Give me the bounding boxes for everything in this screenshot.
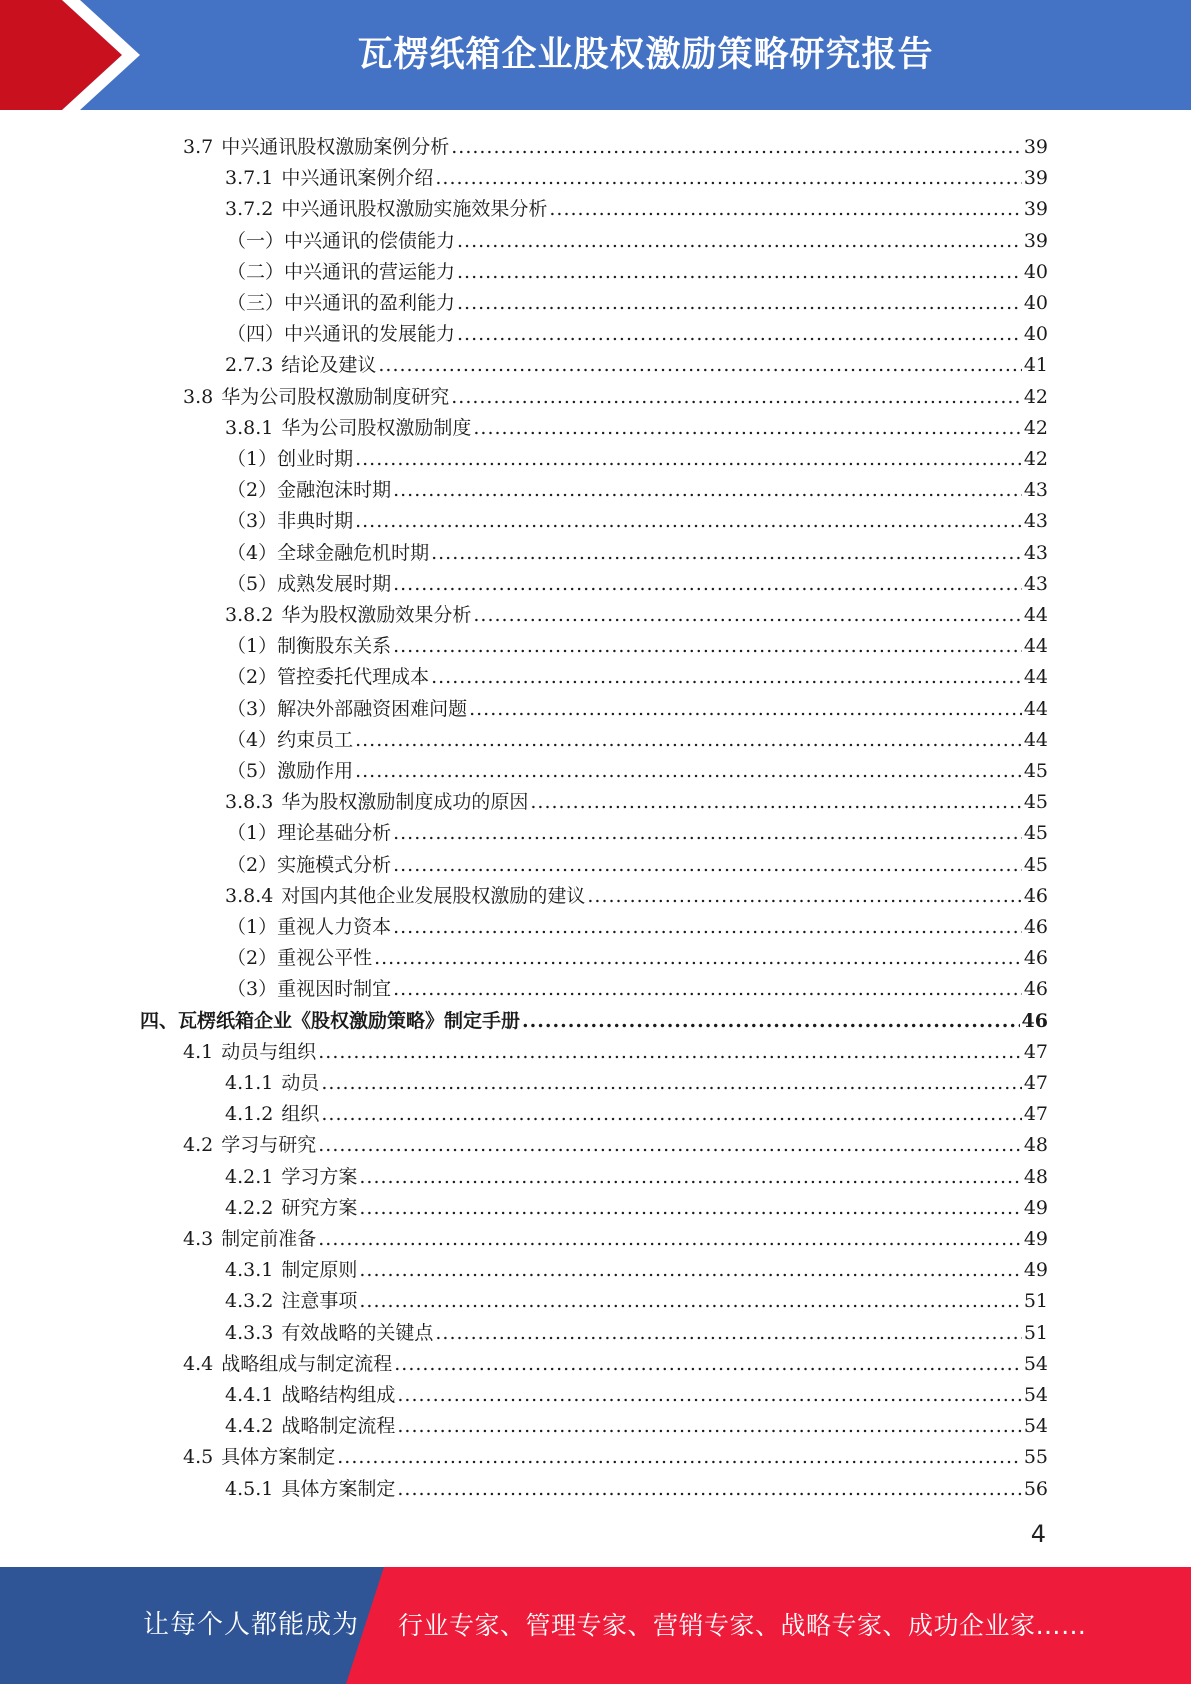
toc-entry-page: 47 xyxy=(1023,1103,1048,1126)
toc-entry-number: 4.3.2 xyxy=(225,1290,274,1313)
toc-entry-page: 54 xyxy=(1023,1384,1048,1406)
page-header xyxy=(0,0,1191,110)
toc-entry-number: 2.7.3 xyxy=(225,354,274,377)
toc-dot-leader xyxy=(359,1196,1021,1220)
toc-dot-leader xyxy=(530,790,1021,814)
toc-dot-leader xyxy=(321,1102,1021,1126)
toc-entry-title: 学习与研究 xyxy=(221,1134,317,1157)
toc-dot-leader xyxy=(431,541,1022,565)
toc-dot-leader xyxy=(393,915,1022,939)
toc-entry-page: 45 xyxy=(1023,853,1048,876)
toc-entry-title: 组织 xyxy=(281,1103,320,1126)
toc-dot-leader xyxy=(393,853,1022,877)
toc-entry[interactable] xyxy=(227,721,1048,752)
toc-entry-title: 战略组成与制定流程 xyxy=(221,1352,393,1375)
toc-dot-leader xyxy=(355,728,1022,752)
toc-dot-leader xyxy=(321,1071,1021,1095)
toc-entry-title: 中兴通讯股权激励案例分析 xyxy=(221,136,450,158)
toc-entry-number: 4.3.3 xyxy=(225,1321,274,1344)
toc-dot-leader xyxy=(337,1445,1022,1469)
toc-entry[interactable] xyxy=(225,596,1048,627)
toc-entry-page: 45 xyxy=(1023,760,1048,782)
toc-entry-number: 3.8.4 xyxy=(225,884,274,907)
toc-entry[interactable] xyxy=(227,502,1048,533)
toc-entry-page: 56 xyxy=(1023,1477,1048,1500)
toc-dot-leader xyxy=(451,135,1022,159)
toc-entry[interactable] xyxy=(225,1251,1048,1282)
toc-dot-leader xyxy=(587,884,1021,908)
toc-entry-title: （1）制衡股东关系 xyxy=(227,635,392,658)
toc-entry[interactable] xyxy=(225,190,1048,221)
toc-entry-page: 54 xyxy=(1023,1415,1048,1438)
toc-entry[interactable] xyxy=(227,222,1048,253)
toc-entry-page: 43 xyxy=(1023,479,1048,502)
page-title: 瓦楞纸箱企业股权激励策略研究报告 xyxy=(357,35,934,75)
toc-entry[interactable] xyxy=(225,1282,1048,1313)
toc-dot-leader xyxy=(318,1133,1022,1157)
toc-entry-title: 具体方案制定 xyxy=(221,1446,336,1469)
toc-entry-title: 战略结构组成 xyxy=(281,1384,396,1406)
toc-dot-leader xyxy=(397,1477,1021,1501)
toc-entry-page: 43 xyxy=(1023,541,1048,564)
toc-entry-number: 4.5.1 xyxy=(225,1477,274,1500)
toc-entry[interactable] xyxy=(183,1033,1048,1064)
toc-entry-number: 4.3.1 xyxy=(225,1259,274,1282)
toc-entry[interactable] xyxy=(227,690,1048,721)
toc-dot-leader xyxy=(473,603,1021,627)
toc-entry-title: 动员 xyxy=(281,1072,320,1094)
toc-entry-page: 40 xyxy=(1023,292,1048,314)
toc-entry[interactable] xyxy=(225,159,1048,190)
toc-entry-page: 54 xyxy=(1023,1352,1048,1375)
toc-entry[interactable] xyxy=(227,565,1048,596)
toc-entry[interactable] xyxy=(227,658,1048,689)
toc-entry[interactable] xyxy=(227,939,1048,970)
toc-dot-leader xyxy=(451,385,1022,409)
toc-entry-page: 46 xyxy=(1023,916,1048,938)
toc-entry-number: 3.8.1 xyxy=(225,416,274,439)
toc-entry[interactable] xyxy=(227,814,1048,845)
toc-entry-page: 45 xyxy=(1023,822,1048,845)
toc-entry-page: 42 xyxy=(1023,448,1048,470)
toc-entry[interactable] xyxy=(140,1002,1048,1033)
toc-entry[interactable] xyxy=(227,284,1048,315)
toc-entry-page: 47 xyxy=(1023,1072,1048,1094)
toc-entry[interactable] xyxy=(225,1314,1048,1345)
toc-entry-title: （2）金融泡沫时期 xyxy=(227,479,392,502)
toc-entry-title: 华为股权激励制度成功的原因 xyxy=(281,791,529,814)
toc-entry[interactable] xyxy=(225,1376,1048,1407)
toc-entry-title: （5）激励作用 xyxy=(227,760,354,782)
page-number: 4 xyxy=(1030,1520,1046,1548)
toc-dot-leader xyxy=(355,759,1022,783)
toc-entry[interactable] xyxy=(227,253,1048,284)
toc-entry-title: 中兴通讯股权激励实施效果分析 xyxy=(281,198,548,221)
toc-entry-page: 46 xyxy=(1023,884,1048,907)
toc-entry-page: 51 xyxy=(1023,1321,1048,1344)
toc-dot-leader xyxy=(431,665,1022,689)
toc-entry[interactable] xyxy=(227,908,1048,939)
toc-entry-title: （4）约束员工 xyxy=(227,728,354,751)
toc-dot-leader xyxy=(522,1009,1020,1033)
toc-entry-title: （3）重视因时制宜 xyxy=(227,978,392,1001)
toc-entry-title: 华为公司股权激励制度研究 xyxy=(221,385,450,408)
toc-entry-title: （3）非典时期 xyxy=(227,510,354,533)
toc-entry-title: （2）实施模式分析 xyxy=(227,853,392,876)
toc-entry-title: 中兴通讯案例介绍 xyxy=(281,167,434,190)
toc-entry-title: （1）理论基础分析 xyxy=(227,822,392,845)
toc-entry-page: 39 xyxy=(1023,136,1048,158)
toc-entry-page: 41 xyxy=(1023,354,1048,377)
toc-dot-leader xyxy=(393,478,1022,502)
toc-dot-leader xyxy=(359,1165,1021,1189)
toc-entry-page: 44 xyxy=(1023,666,1048,689)
toc-entry-page: 49 xyxy=(1023,1259,1048,1282)
toc-entry-title: （二）中兴通讯的营运能力 xyxy=(227,260,456,283)
toc-entry-number: 4.4.2 xyxy=(225,1415,274,1438)
toc-entry-page: 44 xyxy=(1023,728,1048,751)
toc-entry-title: 学习方案 xyxy=(281,1165,358,1188)
toc-entry-number: 3.8.3 xyxy=(225,791,274,814)
toc-entry-title: （3）解决外部融资困难问题 xyxy=(227,697,468,720)
toc-entry-page: 43 xyxy=(1023,510,1048,533)
toc-dot-leader xyxy=(394,1352,1022,1376)
toc-entry-page: 39 xyxy=(1023,229,1048,252)
toc-entry-page: 43 xyxy=(1023,572,1048,595)
toc-dot-leader xyxy=(435,166,1021,190)
toc-dot-leader xyxy=(457,229,1022,253)
toc-entry[interactable] xyxy=(227,440,1048,471)
toc-dot-leader xyxy=(393,821,1022,845)
toc-entry-number: 4.1.1 xyxy=(225,1072,274,1094)
toc-entry-title: （5）成熟发展时期 xyxy=(227,572,392,595)
toc-entry-title: （一）中兴通讯的偿债能力 xyxy=(227,229,456,252)
toc-entry-number: 3.7.1 xyxy=(225,167,274,190)
toc-entry-number: 3.8.2 xyxy=(225,604,274,626)
toc-entry[interactable] xyxy=(225,1158,1048,1189)
toc-entry-title: （2）管控委托代理成本 xyxy=(227,666,430,689)
toc-dot-leader xyxy=(318,1227,1022,1251)
chevron-arrow-icon xyxy=(0,0,160,110)
toc-entry[interactable] xyxy=(183,1126,1048,1157)
toc-entry-title: （2）重视公平性 xyxy=(227,947,373,970)
toc-entry-page: 46 xyxy=(1023,947,1048,970)
toc-entry[interactable] xyxy=(227,534,1048,565)
toc-dot-leader xyxy=(374,946,1022,970)
toc-entry-number: 4.1.2 xyxy=(225,1103,274,1126)
toc-entry-number: 4.2 xyxy=(183,1134,214,1157)
toc-entry-title: 动员与组织 xyxy=(221,1040,317,1063)
toc-entry-page: 51 xyxy=(1023,1290,1048,1313)
toc-dot-leader xyxy=(355,509,1022,533)
toc-entry-number: 3.8 xyxy=(183,385,214,408)
toc-entry-title: 战略制定流程 xyxy=(281,1415,396,1438)
toc-dot-leader xyxy=(469,697,1022,721)
toc-entry-title: （4）全球金融危机时期 xyxy=(227,541,430,564)
toc-entry-number: 4.1 xyxy=(183,1040,214,1063)
toc-entry-number: 4.4.1 xyxy=(225,1384,274,1406)
toc-entry-title: 制定前准备 xyxy=(221,1228,317,1250)
toc-entry-number: 4.4 xyxy=(183,1352,214,1375)
toc-dot-leader xyxy=(457,260,1022,284)
toc-entry-page: 42 xyxy=(1023,416,1048,439)
toc-entry-title: 对国内其他企业发展股权激励的建议 xyxy=(281,884,586,907)
toc-dot-leader xyxy=(393,634,1022,658)
toc-entry-page: 49 xyxy=(1023,1228,1048,1250)
toc-entry[interactable] xyxy=(225,346,1048,377)
toc-entry-number: 4.2.2 xyxy=(225,1196,274,1219)
toc-entry-number: 4.3 xyxy=(183,1228,214,1250)
toc-entry[interactable] xyxy=(183,378,1048,409)
toc-entry-page: 39 xyxy=(1023,198,1048,221)
page-footer xyxy=(0,1567,1191,1684)
toc-entry-page: 40 xyxy=(1023,323,1048,346)
toc-entry-page: 39 xyxy=(1023,167,1048,190)
toc-entry[interactable] xyxy=(225,1064,1048,1095)
toc-entry-page: 44 xyxy=(1023,635,1048,658)
toc-entry-title: （1）重视人力资本 xyxy=(227,916,392,938)
toc-dot-leader xyxy=(549,197,1021,221)
toc-entry-title: 华为股权激励效果分析 xyxy=(281,604,472,626)
toc-entry-page: 40 xyxy=(1023,260,1048,283)
toc-entry-title: 华为公司股权激励制度 xyxy=(281,416,472,439)
toc-dot-leader xyxy=(435,1321,1021,1345)
toc-entry-page: 48 xyxy=(1023,1165,1048,1188)
toc-entry[interactable] xyxy=(227,752,1048,783)
toc-entry-page: 47 xyxy=(1023,1040,1048,1063)
toc-entry[interactable] xyxy=(225,1407,1048,1438)
toc-entry[interactable] xyxy=(227,970,1048,1001)
toc-entry[interactable] xyxy=(183,1438,1048,1469)
toc-entry-title: 制定原则 xyxy=(281,1259,358,1282)
toc-dot-leader xyxy=(393,572,1022,596)
toc-entry[interactable] xyxy=(183,128,1048,159)
toc-entry[interactable] xyxy=(227,471,1048,502)
toc-entry-page: 44 xyxy=(1023,697,1048,720)
toc-dot-leader xyxy=(359,1289,1021,1313)
toc-entry[interactable] xyxy=(225,409,1048,440)
toc-entry[interactable] xyxy=(227,315,1048,346)
toc-entry-page: 49 xyxy=(1023,1196,1048,1219)
toc-entry-title: 注意事项 xyxy=(281,1290,358,1313)
toc-dot-leader xyxy=(318,1040,1022,1064)
toc-dot-leader xyxy=(393,977,1022,1001)
toc-entry-page: 42 xyxy=(1023,385,1048,408)
toc-entry[interactable] xyxy=(225,1189,1048,1220)
toc-entry[interactable] xyxy=(183,1220,1048,1251)
toc-dot-leader xyxy=(397,1383,1021,1407)
toc-entry-page: 46 xyxy=(1023,978,1048,1001)
footer-slogan-left: 让每个人都能成为 xyxy=(143,1610,360,1640)
toc-dot-leader xyxy=(457,291,1022,315)
toc-dot-leader xyxy=(355,447,1022,471)
toc-entry-number: 3.7.2 xyxy=(225,198,274,221)
toc-entry[interactable] xyxy=(225,1095,1048,1126)
toc-entry-number: 4.5 xyxy=(183,1446,214,1469)
toc-entry-number: 4.2.1 xyxy=(225,1165,274,1188)
toc-entry[interactable] xyxy=(227,846,1048,877)
toc-entry-number: 3.7 xyxy=(183,136,214,158)
toc-entry-title: 四、瓦楞纸箱企业《股权激励策略》制定手册 xyxy=(140,1009,521,1032)
toc-dot-leader xyxy=(397,1414,1021,1438)
toc-entry-page: 55 xyxy=(1023,1446,1048,1469)
toc-dot-leader xyxy=(473,416,1021,440)
footer-slogan-right: 行业专家、管理专家、营销专家、战略专家、成功企业家…… xyxy=(398,1611,1087,1640)
toc-entry-page: 48 xyxy=(1023,1134,1048,1157)
toc-entry-title: 研究方案 xyxy=(281,1196,358,1219)
toc-entry-title: （三）中兴通讯的盈利能力 xyxy=(227,292,456,314)
toc-entry-title: 具体方案制定 xyxy=(281,1477,396,1500)
toc-dot-leader xyxy=(457,322,1022,346)
toc-entry-page: 46 xyxy=(1021,1009,1048,1032)
toc-entry[interactable] xyxy=(183,1345,1048,1376)
toc-entry[interactable] xyxy=(225,1470,1048,1501)
toc-entry-page: 44 xyxy=(1023,604,1048,626)
toc-entry[interactable] xyxy=(225,877,1048,908)
toc-dot-leader xyxy=(359,1258,1021,1282)
toc-dot-leader xyxy=(378,353,1021,377)
toc-entry-title: （1）创业时期 xyxy=(227,448,354,470)
toc-entry[interactable] xyxy=(225,783,1048,814)
toc-entry-title: 有效战略的关键点 xyxy=(281,1321,434,1344)
toc-entry-title: （四）中兴通讯的发展能力 xyxy=(227,323,456,346)
toc-entry-page: 45 xyxy=(1023,791,1048,814)
toc-entry[interactable] xyxy=(227,627,1048,658)
toc-entry-title: 结论及建议 xyxy=(281,354,377,377)
